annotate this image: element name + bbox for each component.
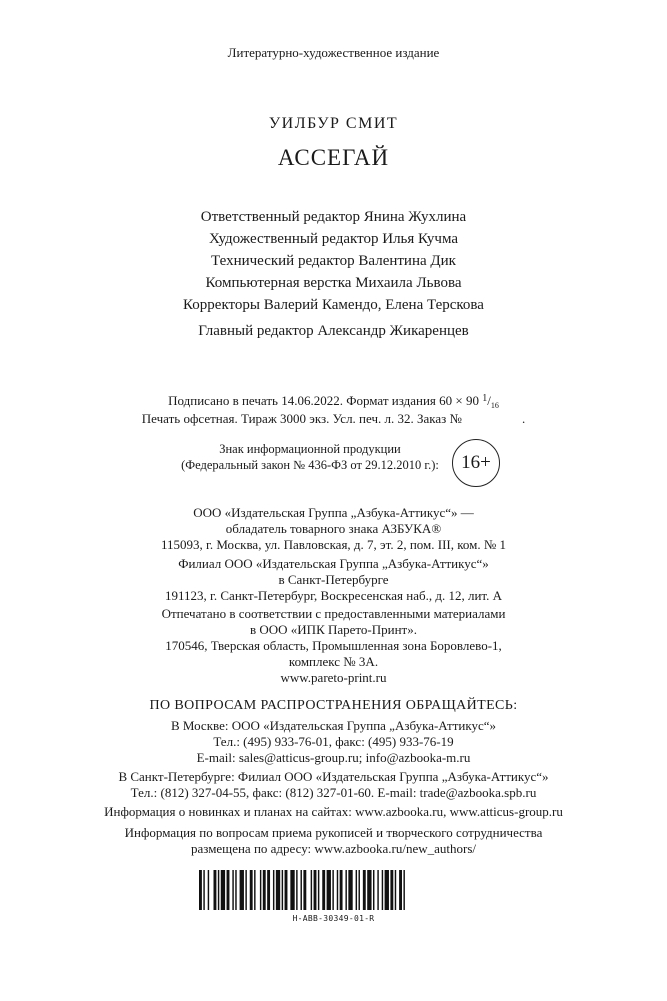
moscow-email: E-mail: sales@atticus-group.ru; info@azbooka-m.ru xyxy=(196,750,471,765)
barcode-bar xyxy=(232,870,233,910)
genre-label: Литературно-художественное издание xyxy=(227,45,440,60)
barcode-bar xyxy=(395,870,396,910)
staff-line: Корректоры Валерий Камендо, Елена Терскова xyxy=(183,297,484,313)
info-product-sign xyxy=(176,441,444,473)
book-title: АССЕГАЙ xyxy=(277,145,390,170)
distribution-heading: ПО ВОПРОСАМ РАСПРОСТРАНЕНИЯ ОБРАЩАЙТЕСЬ: xyxy=(149,698,518,713)
barcode-bar xyxy=(382,870,383,910)
barcode-bar xyxy=(314,870,317,910)
spb-phone: Тел.: (812) 327-04-55, факс: (812) 327-01-60. E-mail: trade@azbooka.spb.ru xyxy=(130,785,537,800)
staff-line: Художественный редактор Илья Кучма xyxy=(208,231,459,247)
staff-line: Ответственный редактор Янина Жухлина xyxy=(200,209,467,225)
print-info-line xyxy=(0,412,667,425)
manuscripts-address: размещена по адресу: www.azbooka.ru/new_authors/ xyxy=(190,841,477,856)
barcode-bar xyxy=(285,870,288,910)
print-info-text: Подписано в печать 14.06.2022. Формат издания 60 × 90 xyxy=(168,393,483,408)
barcode-bar xyxy=(221,870,225,910)
barcode-bar xyxy=(311,870,312,910)
format-fraction-denominator: 16 xyxy=(490,401,499,410)
publisher-line: ООО «Издательская Группа „Азбука-Аттикус“» — xyxy=(193,505,474,520)
order-number-dot: . xyxy=(521,411,526,426)
barcode-bar xyxy=(327,870,331,910)
barcode-bar xyxy=(203,870,204,910)
barcode-bar xyxy=(245,870,246,910)
barcode-bar xyxy=(214,870,217,910)
format-fraction-slash: / xyxy=(487,393,491,408)
publisher-address: 115093, г. Москва, ул. Павловская, д. 7, эт. 2, пом. III, ком. № 1 xyxy=(160,537,507,552)
barcode-bar xyxy=(290,870,294,910)
barcode-bar xyxy=(240,870,244,910)
barcode-bar xyxy=(359,870,360,910)
barcode-bar xyxy=(199,870,202,910)
barcode-bar xyxy=(385,870,389,910)
barcode-bar xyxy=(332,870,333,910)
chief-editor: Главный редактор Александр Жикаренцев xyxy=(198,323,469,339)
barcode-bar xyxy=(267,870,270,910)
barcode-bar xyxy=(227,870,230,910)
author-name: УИЛБУР СМИТ xyxy=(268,115,399,132)
barcode-bar xyxy=(340,870,343,910)
barcode-bar xyxy=(403,870,404,910)
moscow-phone: Тел.: (495) 933-76-01, факс: (495) 933-76-19 xyxy=(213,734,454,749)
barcode-bar xyxy=(345,870,346,910)
news-info: Информация о новинках и планах на сайтах: www.azbooka.ru, www.atticus-group.ru xyxy=(104,804,563,819)
barcode-bar xyxy=(282,870,283,910)
barcode-bar xyxy=(260,870,261,910)
barcode-bar xyxy=(337,870,338,910)
barcode-bar xyxy=(373,870,374,910)
moscow-contact: В Москве: ООО «Издательская Группа „Азбука-Аттикус“» xyxy=(170,718,497,733)
printer-address: комплекс № 3А. xyxy=(288,654,379,669)
barcode-bar xyxy=(322,870,325,910)
barcode-bar xyxy=(303,870,306,910)
age-rating-badge: 16+ xyxy=(452,439,500,487)
spb-contact: В Санкт-Петербурге: Филиал ООО «Издательская Группа „Азбука-Аттикус“» xyxy=(118,769,549,784)
printer-line: Отпечатано в соответствии с предоставленными материалами xyxy=(161,606,506,621)
manuscripts-info: Информация по вопросам приема рукописей и творческого сотрудничества xyxy=(124,825,543,840)
barcode-bar xyxy=(235,870,236,910)
barcode-bar xyxy=(399,870,402,910)
barcode-bar xyxy=(296,870,297,910)
barcode-bar xyxy=(356,870,357,910)
barcode-bar xyxy=(276,870,280,910)
branch-address: 191123, г. Санкт-Петербург, Воскресенская наб., д. 12, лит. А xyxy=(165,588,502,603)
barcode-number: Н-АВВ-30349-01-R xyxy=(292,914,375,923)
barcode-bar xyxy=(208,870,209,910)
barcode-bar xyxy=(301,870,302,910)
info-product-law: (Федеральный закон № 436-ФЗ от 29.12.2010 г.): xyxy=(181,458,439,472)
barcode-bar xyxy=(263,870,266,910)
barcode-bar xyxy=(318,870,319,910)
staff-line: Технический редактор Валентина Дик xyxy=(211,253,456,269)
info-product-label: Знак информационной продукции xyxy=(219,442,401,456)
printer-line: в ООО «ИПК Парето-Принт». xyxy=(249,622,417,637)
staff-line: Компьютерная верстка Михаила Львова xyxy=(205,275,462,291)
barcode-bar xyxy=(348,870,352,910)
publisher-line: обладатель товарного знака АЗБУКА® xyxy=(225,521,442,536)
print-info-line xyxy=(0,394,667,410)
barcode-bar xyxy=(250,870,253,910)
barcode-bar xyxy=(390,870,393,910)
barcode-bar xyxy=(367,870,371,910)
printer-address: 170546, Тверская область, Промышленная зона Боровлево-1, xyxy=(165,638,502,653)
barcode-bar xyxy=(273,870,274,910)
format-fraction-numerator: 1 xyxy=(482,393,488,404)
branch-line: в Санкт-Петербурге xyxy=(278,572,389,587)
barcode-bar xyxy=(254,870,255,910)
barcode-bar xyxy=(363,870,366,910)
branch-line: Филиал ООО «Издательская Группа „Азбука-Аттикус“» xyxy=(178,556,489,571)
barcode xyxy=(197,870,467,910)
print-info-text: Печать офсетная. Тираж 3000 экз. Усл. печ. л. 32. Заказ № xyxy=(141,411,462,426)
barcode-bar xyxy=(377,870,378,910)
barcode-bar xyxy=(218,870,219,910)
printer-website: www.pareto-print.ru xyxy=(280,670,387,685)
